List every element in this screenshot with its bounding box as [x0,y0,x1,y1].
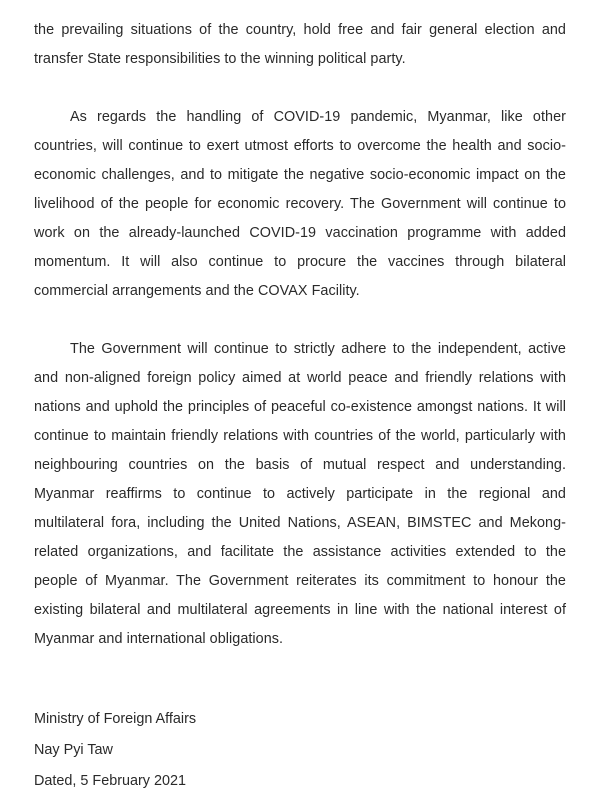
paragraph-foreign-policy: The Government will continue to strictly adhere to the independent, active and non-aligned foreign policy aimed at world peace and friendly relations with nations and uphold the principles of peaceful co-existence amongst nations. It will continue to maintain friendly relations with countries of the world, particularly with neighbouring countries on the basis of mutual respect and understanding. Myanmar reaffirms to continue to actively participate in the regional and multilateral fora, including the United Nations, ASEAN, BIMSTEC and Mekong-related organizations, and facilitate the assistance activities extended to the people of Myanmar. The Government reiterates its commitment to honour the existing bilateral and multilateral agreements in line with the national interest of Myanmar and international obligations. [34,341,566,647]
paragraph-covid: As regards the handling of COVID-19 pandemic, Myanmar, like other countries, will continue to exert utmost efforts to overcome the health and socio-economic challenges, and to mitigate the negative socio-economic impact on the livelihood of the people for economic recovery. The Government will continue to work on the already-launched COVID-19 vaccination programme with added momentum. It will also continue to procure the vaccines through bilateral commercial arrangements and the COVAX Facility. [34,109,566,299]
paragraph-spacer [34,306,566,335]
signature-place: Nay Pyi Taw [34,742,113,758]
paragraph-election: the prevailing situations of the country, hold free and fair general election and transfer State responsibilities to the winning political party. [34,22,566,67]
signature-block [34,704,196,797]
signature-ministry: Ministry of Foreign Affairs [34,711,197,727]
paragraph-spacer [34,74,566,103]
signature-date: Dated, 5 February 2021 [34,773,186,789]
